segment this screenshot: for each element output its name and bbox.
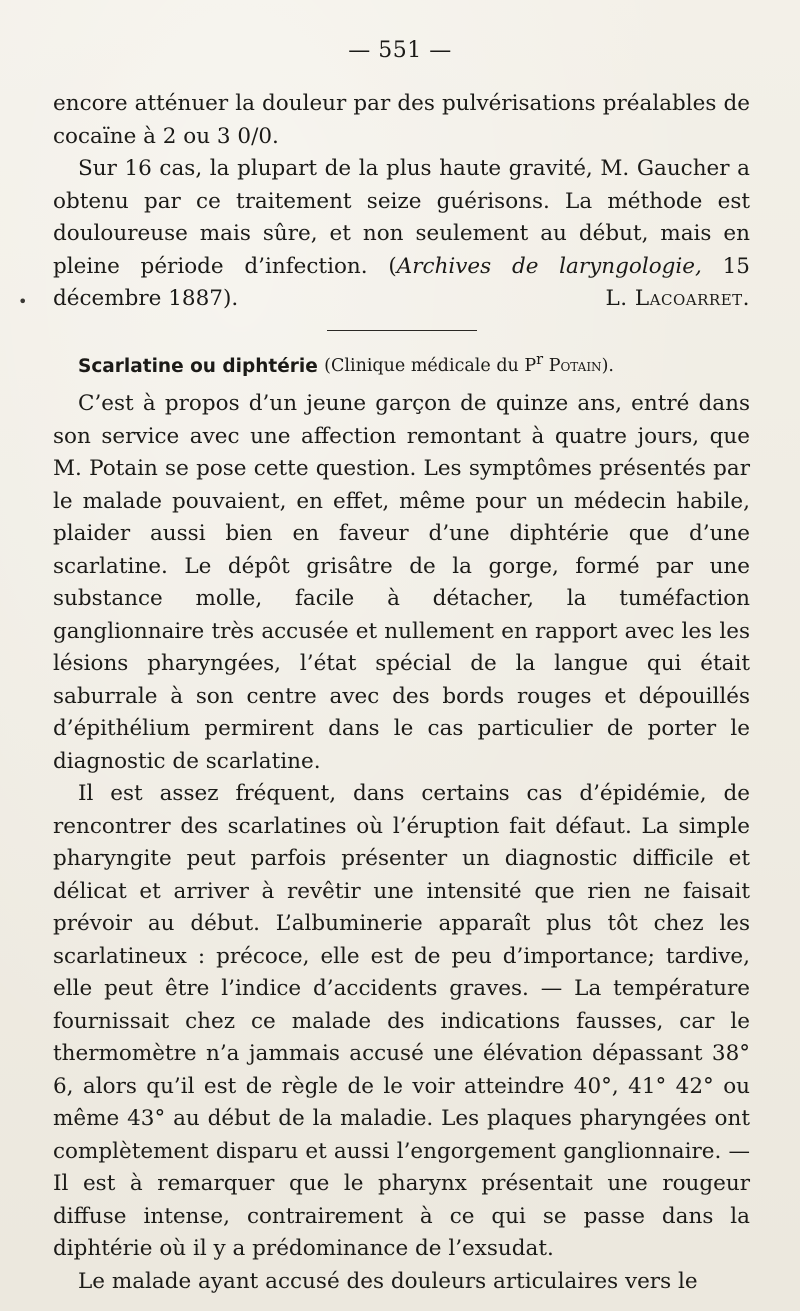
body-text	[53, 88, 750, 1298]
gaucher-paragraph	[53, 153, 750, 316]
gaucher-text: Sur 16 cas, la plupart de la plus haute gravité, M. Gaucher a obtenu par ce traitement seize guérisons. La méthode est douloureuse mais sûre, et non seulement au début, mais en pleine période d’infection. (	[53, 156, 750, 279]
body-paragraph-2: Il est assez fréquent, dans certains cas d’épidémie, de rencontrer des scarlatines où l’éruption fait défaut. La simple pharyngite peut parfois présenter un diagnostic difficile et délicat et arriver à revêtir une intensité que rien ne faisait prévoir au début. L’albuminerie apparaît plus tôt chez les scarlatineux : précoce, elle est de peu d’importance; tardive, elle peut être l’indice d’accidents graves. — La température fournissait chez ce malade des indications fausses, car le thermomètre n’a jammais accusé une élévation dépassant 38° 6, alors qu’il est de règle de le voir atteindre 40°, 41° 42° ou même 43° au début de la maladie. Les plaques pharyngées ont complètement disparu et aussi l’engorgement ganglionnaire. — Il est à remarquer que le pharynx présentait une rougeur diffuse intense, contrairement à ce qui se passe dans la diphtérie où il y a prédominance de l’exsudat.	[53, 781, 750, 1262]
section-divider	[327, 330, 477, 331]
body-paragraph-1: C’est à propos d’un jeune garçon de quinze ans, entré dans son service avec une affection remontant à quatre jours, que M. Potain se pose cette question. Les symptômes présentés par le malade pouvaient, en effet, même pour un médecin habile, plaider aussi bien en faveur d’une diphtérie que d’une scarlatine. Le dépôt grisâtre de la gorge, formé par une substance molle, facile à détacher, la tuméfaction ganglionnaire très accusée et nullement en rapport avec les les lésions pharyngées, l’état spécial de la langue qui était saburrale à son centre avec des bords rouges et dépouillés d’épithélium permirent dans le cas particulier de porter le diagnostic de scarlatine.	[53, 391, 750, 774]
source-prefix: (Clinique médicale du P	[324, 356, 537, 377]
source-name: Potain	[548, 356, 602, 377]
journal-date: 15 décembre 1887).	[53, 253, 750, 311]
section-heading	[53, 345, 750, 383]
source-superscript: r	[536, 351, 544, 369]
continuation-paragraph: encore atténuer la douleur par des pulvérisations préalables de cocaïne à 2 ou 3 0/0.	[53, 91, 750, 149]
margin-mark: •	[18, 292, 28, 311]
author-signature: L. Lacoarret.	[605, 286, 750, 311]
section-source	[324, 351, 614, 377]
section-title: Scarlatine ou diphtérie	[78, 355, 318, 377]
body-paragraph-3: Le malade ayant accusé des douleurs articulaires vers le	[78, 1268, 698, 1294]
page-number: — 551 —	[348, 38, 452, 63]
source-suffix: ).	[601, 356, 614, 377]
journal-title: Archives de laryngologie,	[396, 253, 702, 279]
